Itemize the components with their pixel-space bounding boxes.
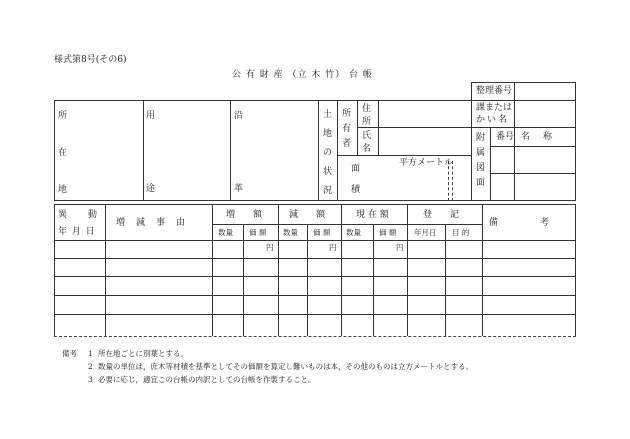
form-number: 様式第8号(その6) xyxy=(54,55,127,65)
fuzoku-zumen-label: 附 属 図 面 xyxy=(476,133,486,188)
notes-label: 備考 xyxy=(62,349,77,358)
touki-date: 年月日 xyxy=(414,228,437,237)
note-1-text: 所在地ごとに別葉とする。 xyxy=(98,349,188,358)
zougaku-kagaku: 価 額 xyxy=(249,228,267,237)
header-top-line xyxy=(54,100,576,101)
shimei-label: 氏 名 xyxy=(362,131,372,154)
menseki-label: 面 積 xyxy=(351,164,361,195)
meisho-label: 名 称 xyxy=(521,132,555,142)
table-top-line xyxy=(54,204,576,205)
enkaku-label: 沿 革 xyxy=(234,111,244,194)
seiri-bango-label: 整理番号 xyxy=(476,86,513,96)
genzaigaku-kagaku: 価 額 xyxy=(379,228,397,237)
note-3-num: 3 xyxy=(88,375,93,384)
genzaigaku-yen: 円 xyxy=(396,243,404,252)
menseki-unit: 平方メートル xyxy=(399,158,454,168)
zougaku-header: 増 額 xyxy=(226,210,263,220)
tochi-jokyo-label: 土 地 の 状 況 xyxy=(323,110,333,196)
touki-header: 登 記 xyxy=(423,210,460,220)
gengaku-suryo: 数量 xyxy=(283,228,298,237)
ka-kaimei-label-2: かい名 xyxy=(476,115,510,125)
note-2-num: 2 xyxy=(88,362,93,371)
note-1-num: 1 xyxy=(88,349,93,358)
genzaigaku-suryo: 数量 xyxy=(346,228,361,237)
gengaku-kagaku: 価 額 xyxy=(313,228,331,237)
ido-header: 異 動 xyxy=(58,210,99,220)
shoyusha-label: 所 有 者 xyxy=(342,109,352,149)
shozaichi-label: 所 在 地 xyxy=(58,111,68,195)
genzaigaku-header: 現 在 額 xyxy=(356,210,389,220)
jusho-label: 住 所 xyxy=(362,104,372,127)
bango-label: 番号 xyxy=(496,132,515,142)
note-2-text: 数量の単位は，庶木等材積を基準としてその価額を算定し難いものは本，その他のものは立方メートルとする。 xyxy=(98,362,473,371)
zougen-jiyu-header: 増 減 事 由 xyxy=(116,218,187,228)
youto-label: 用 途 xyxy=(146,111,156,194)
touki-mokuteki: 目 的 xyxy=(452,228,470,237)
zougaku-suryo: 数量 xyxy=(218,228,233,237)
gengaku-yen: 円 xyxy=(329,243,337,252)
gengaku-header: 減 額 xyxy=(289,210,326,220)
zougaku-yen: 円 xyxy=(266,243,274,252)
ka-kaimei-label-1: 課または xyxy=(476,103,513,113)
bikou-header: 備 考 xyxy=(489,218,558,228)
note-3-text: 必要に応じ，適宜この台帳の内訳としての台帳を作製すること。 xyxy=(98,375,316,384)
ido-date-header: 年 月 日 xyxy=(58,227,96,237)
page-title: 公 有 財 産 （立 木 竹） 台 帳 xyxy=(232,70,373,80)
